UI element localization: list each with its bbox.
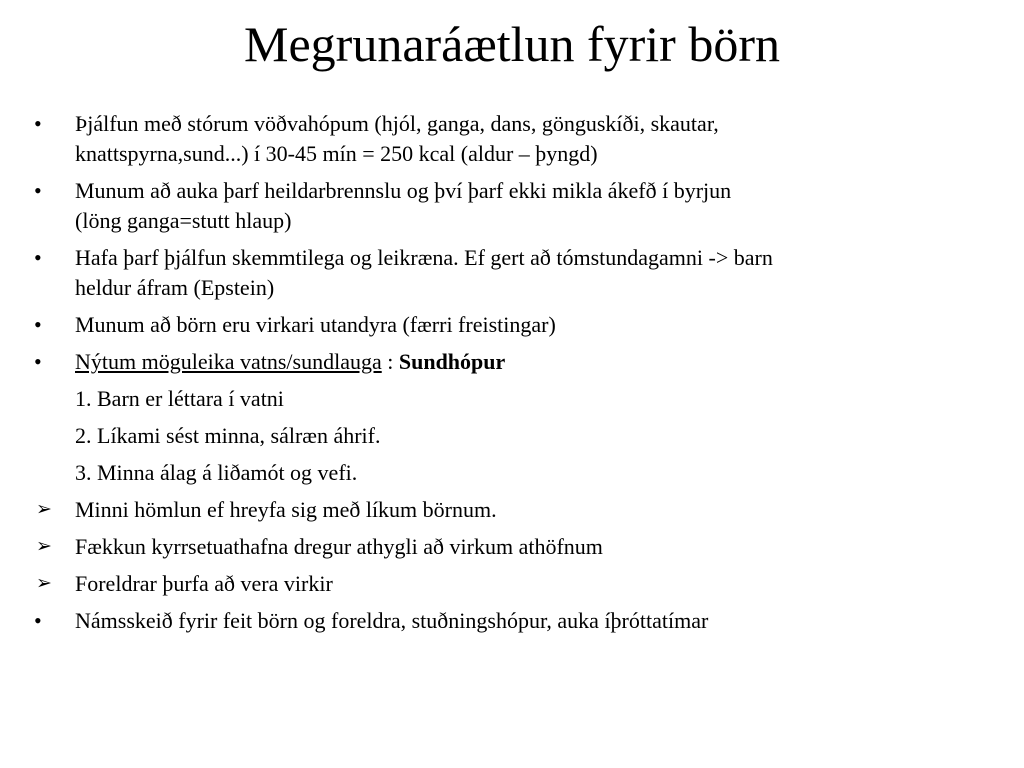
swimming-link-text: Nýtum möguleika vatns/sundlauga (75, 349, 382, 374)
item-text: Munum að auka þarf heildarbrennslu og því þarf ekki mikla ákefð í byrjun (75, 178, 732, 203)
item-text: Fækkun kyrrsetuathafna dregur athygli að virkum athöfnum (75, 534, 603, 559)
list-item-courses (0, 606, 1024, 636)
item-text: 1. Barn er léttara í vatni (75, 386, 284, 411)
separator-text: : (381, 349, 399, 374)
item-text: Þjálfun með stórum vöðvahópum (hjól, ganga, dans, gönguskíði, skautar, (75, 111, 719, 136)
numbered-item-2 (0, 421, 1024, 451)
arrow-item-less-inhibition (0, 495, 1024, 525)
item-text-continued: heldur áfram (Epstein) (75, 275, 275, 300)
bullet-icon: • (34, 245, 42, 270)
arrow-item-less-sedentary (0, 532, 1024, 562)
list-item-swimming (0, 347, 1024, 377)
arrow-icon: ➢ (36, 536, 52, 557)
item-text: Munum að börn eru virkari utandyra (færri freistingar) (75, 312, 556, 337)
item-text: Foreldrar þurfa að vera virkir (75, 571, 333, 596)
bullet-icon: • (34, 349, 42, 374)
slide-title: Megrunaráætlun fyrir börn (244, 16, 780, 72)
arrow-item-parents-active (0, 569, 1024, 599)
list-item-exercise (0, 109, 1024, 169)
item-text-continued: (löng ganga=stutt hlaup) (75, 208, 292, 233)
item-text: Minni hömlun ef hreyfa sig með líkum börnum. (75, 497, 497, 522)
item-text: 2. Líkami sést minna, sálræn áhrif. (75, 423, 381, 448)
bullet-icon: • (34, 111, 42, 136)
bullet-icon: • (34, 312, 42, 337)
list-item-fun-exercise (0, 243, 1024, 303)
numbered-item-1 (0, 384, 1024, 414)
list-item-total-burn (0, 176, 1024, 236)
item-text: Námsskeið fyrir feit börn og foreldra, stuðningshópur, auka íþróttatímar (75, 608, 709, 633)
item-text-continued: knattspyrna,sund...) í 30-45 mín = 250 kcal (aldur – þyngd) (75, 141, 598, 166)
bullet-icon: • (34, 608, 42, 633)
numbered-item-3 (0, 458, 1024, 488)
item-text: Hafa þarf þjálfun skemmtilega og leikræna. Ef gert að tómstundagamni -> barn (75, 245, 773, 270)
swim-group-label: Sundhópur (398, 349, 506, 374)
arrow-icon: ➢ (36, 573, 52, 594)
bullet-icon: • (34, 178, 42, 203)
arrow-icon: ➢ (36, 499, 52, 520)
bullet-list (0, 109, 1024, 643)
list-item-outdoors (0, 310, 1024, 340)
item-text: 3. Minna álag á liðamót og vefi. (75, 460, 358, 485)
item-text (75, 347, 994, 377)
